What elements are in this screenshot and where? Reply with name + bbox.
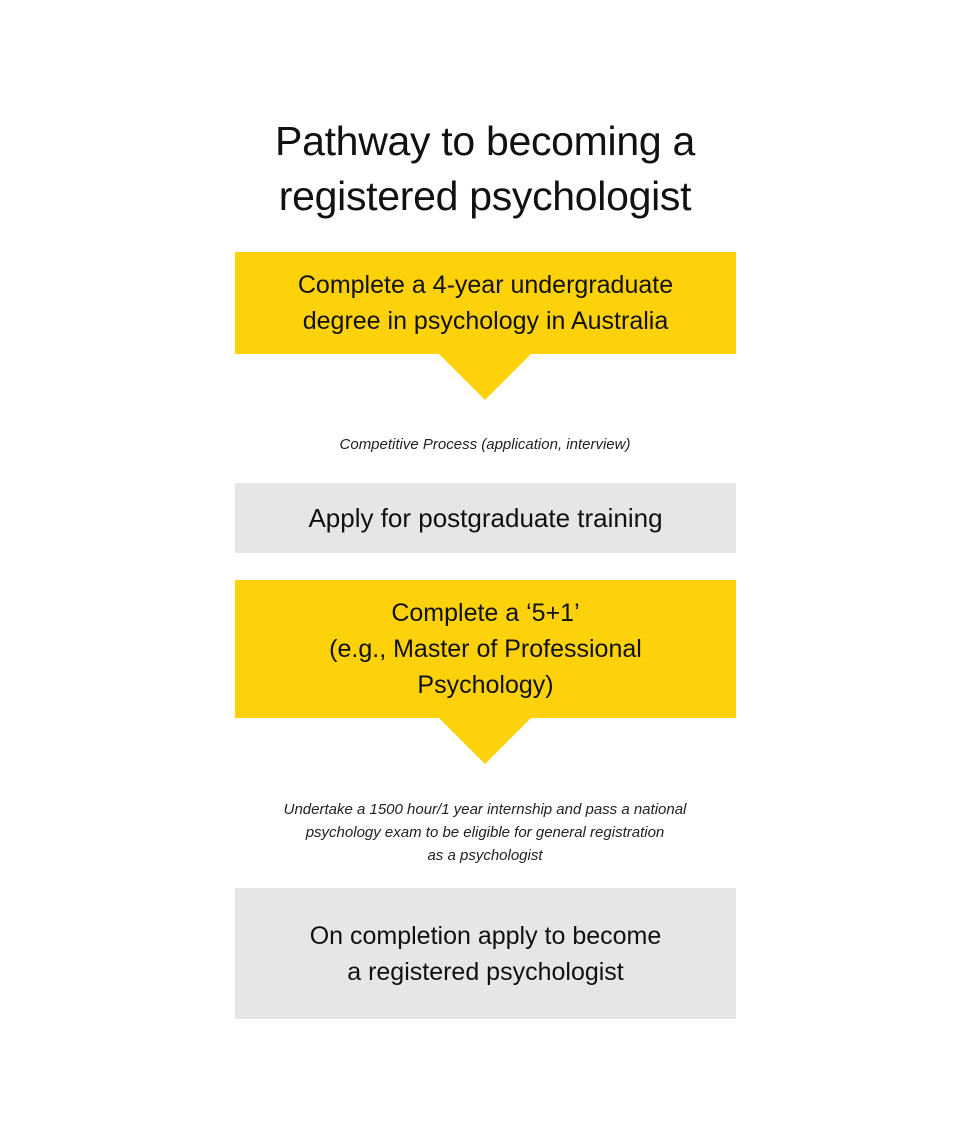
step-apply-postgraduate — [235, 483, 736, 553]
title-line-2: registered psychologist — [278, 173, 692, 219]
step-text — [329, 595, 642, 703]
note-line: as a psychologist — [427, 847, 543, 864]
note-competitive-process — [0, 433, 970, 456]
step-text-line: Apply for postgraduate training — [308, 503, 663, 533]
step-undergraduate-degree — [235, 252, 736, 354]
note-line: Competitive Process (application, interview) — [339, 436, 631, 453]
note-line: Undertake a 1500 hour/1 year internship and pass a national — [283, 801, 687, 818]
step-complete-masters — [235, 580, 736, 718]
down-arrow-icon — [438, 717, 532, 764]
step-text-line: Psychology) — [417, 671, 554, 699]
step-text-line: a registered psychologist — [347, 957, 624, 986]
step-text-line: degree in psychology in Australia — [302, 307, 669, 335]
down-arrow-icon — [438, 353, 532, 400]
step-text-line: Complete a 4-year undergraduate — [297, 271, 674, 299]
note-line: psychology exam to be eligible for general registration — [305, 824, 665, 841]
step-text-line: On completion apply to become — [309, 921, 662, 950]
note-internship — [0, 798, 970, 867]
step-apply-registration — [235, 888, 736, 1019]
step-text-line: Complete a ‘5+1’ — [391, 599, 580, 627]
step-text — [308, 501, 662, 535]
diagram-title — [0, 114, 970, 224]
step-text-line: (e.g., Master of Professional — [329, 635, 642, 663]
title-line-1: Pathway to becoming a — [275, 118, 695, 164]
step-text — [298, 267, 673, 339]
step-text — [310, 918, 662, 990]
